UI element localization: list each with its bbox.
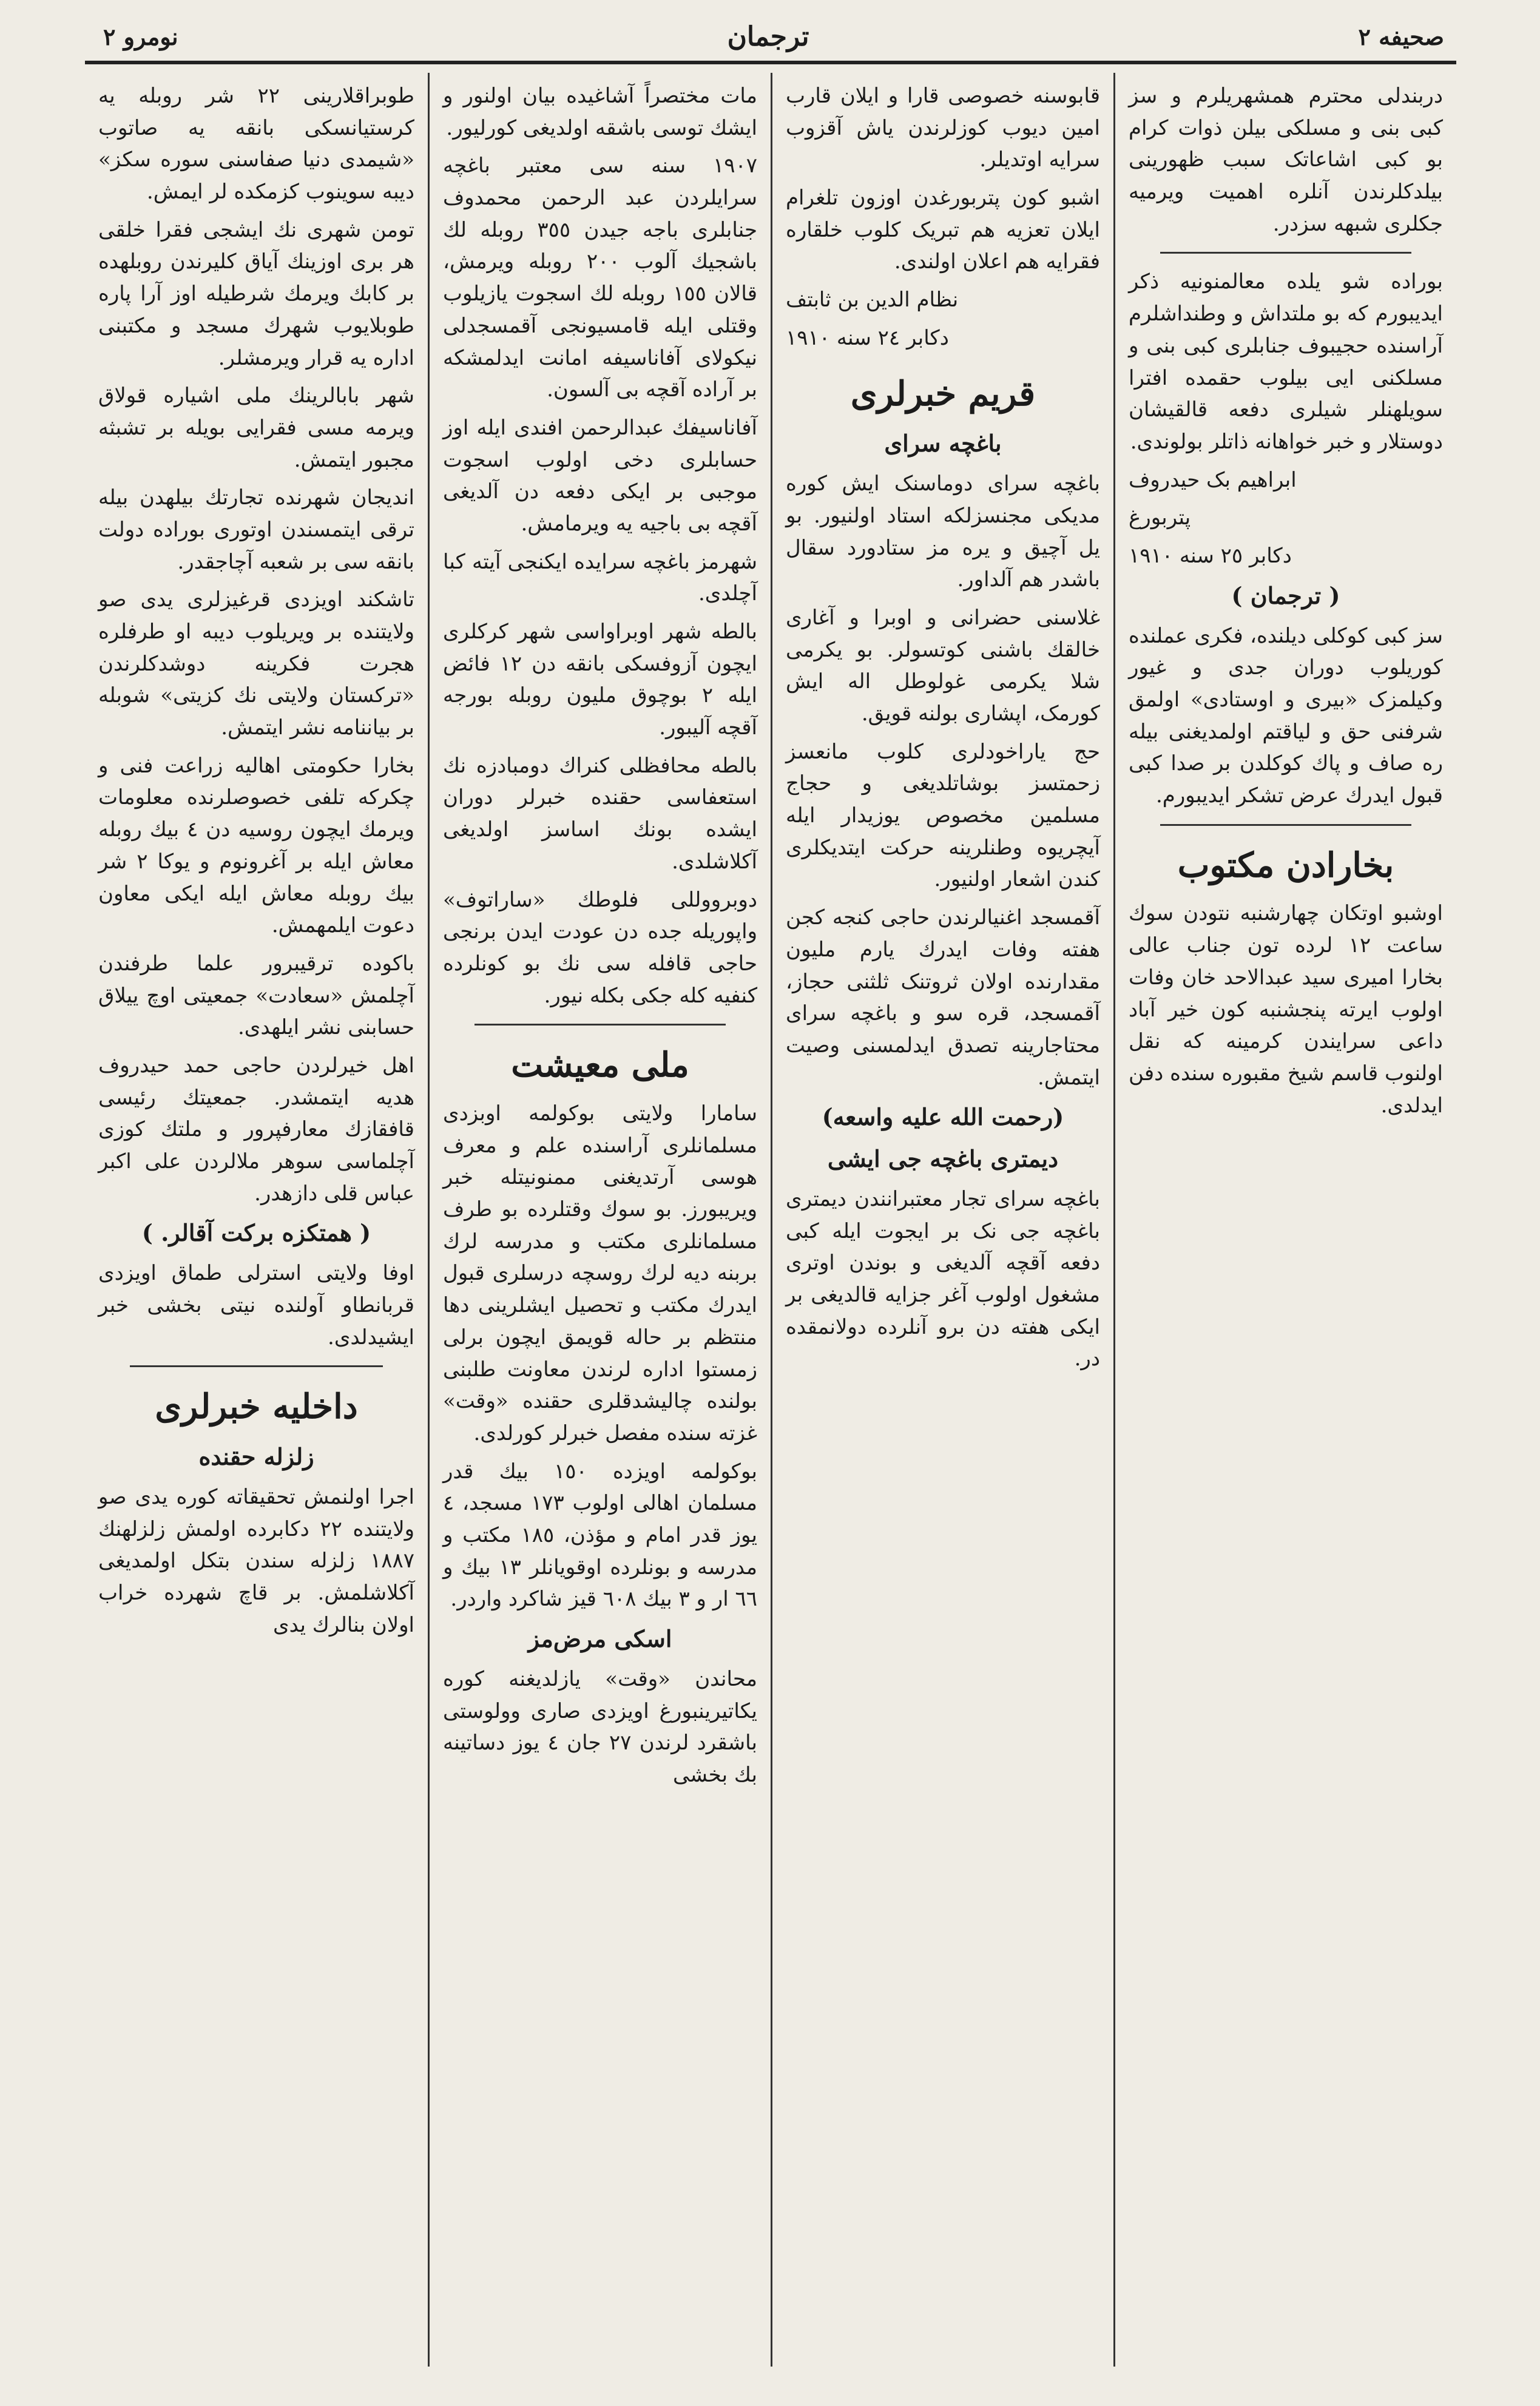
signature-name: ابراهیم بک حیدروف — [1129, 467, 1297, 492]
page-number: صحیفه ٢ — [1358, 22, 1444, 50]
column-4 — [85, 73, 428, 2367]
issue-number: نومرو ٢ — [103, 22, 178, 50]
subhead-bakhchisaray: باغچه سرای — [884, 430, 1002, 458]
paragraph: مات مختصراً آشاغیده بیان اولنور و ایشك توسی باشقه اولدیغی کورلیور. — [443, 84, 757, 140]
paragraph: حج یاراخودلری کلوب مانعسز زحمتسز بوشاتلدیغی و حجاج مسلمین مخصوص یوزیدار ایله آیچریوه وطنلرینه حرکت ایتدیکلری کندن اشعار اولنیور. — [786, 739, 1100, 892]
paragraph: بوکولمه اویزده ١٥٠ بیك قدر مسلمان اهالی اولوب ١٧٣ مسجد، ٤ یوز قدر امام و مؤذن، ١٨٥ مکتب و مدرسه و بونلرده اوقویانلر ١٣ بیك و ٦٦ ار و ٣ بیك ٦٠٨ قیز شاکرد واردر. — [443, 1459, 758, 1612]
paragraph: دوبرووللی فلوطك «ساراتوف» واپوریله جده دن عودت ایدن برنجی حاجی قافله سی نك بو کونلرده کنفیه کله جکی بکله نیور. — [443, 887, 757, 1008]
paragraph: سز کبی کوکلی دیلنده، فکری عملنده کوریلوب دوران جدی و غیور وکیلمزک «بیری و اوستادی» اولمق شرفنی حق و لیاقتم اولمدیغنی بیله ره صاف و پاك كوكلدن بر صدا کبی قبول ایدرك عرض تشکر ایدیبورم. — [1129, 623, 1443, 808]
signature-place: پتربورغ — [1129, 505, 1191, 530]
paragraph: اجرا اولنمش تحقیقاته کوره یدی صو ولایتنده ٢٢ دکابرده اولمش زلزلهنك ١٨٨٧ زلزله سندن بتکل اولمدیغی آکلاشلمش. بر قاچ شهرده خراب اولان بنالرك یدی — [98, 1485, 414, 1637]
signature-date: دکابر ٢٥ سنه ١٩١٠ — [1129, 543, 1292, 568]
paragraph: ١٩٠٧ سنه سی معتبر باغچه سرایلردن عبد الرحمن محمدوف جنابلری باجه جیدن ٣٥٥ روبله لك باشجیك آلوب ٢٠٠ روبله ویرمش، قالان ١٥٥ روبله لك اسجوت یازیلوب وقتلی ایله قامسیونجی آقمسجدلی نیکولای آفاناسیفه امانت ایدلمشکه بر آراده آقچه بی آلسون. — [443, 154, 758, 402]
column-2 — [771, 73, 1113, 2367]
paragraph: قابوسنه خصوصی قارا و ایلان قارب امین دیوب کوزلرندن یاش آقزوب سرایه اوتدیلر. — [786, 84, 1100, 172]
paragraph: اهل خیرلردن حاجی حمد حیدروف هدیه ایتمشدر. جمعیتك رئیسی قافقازك معارفپرور و ملتك کوزی آچلماسی سوهر ملالردن علی اکبر عباس قلی دازهدر. — [98, 1053, 414, 1206]
paragraph: بخارا حکومتی اهالیه زراعت فنی و چکرکه تلفی خصوصلرنده معلومات ویرمك ایچون روسیه دن ٤ بیك روبله معاش ایله بر آغرونوم و یوکا ٢ شر بیك روبله معاش ایله ایکی معاون دعوت ایلمهمش. — [98, 753, 414, 938]
paragraph: اوشبو اوتکان چهارشنبه نتودن سوك ساعت ١٢ لرده تون جناب عالی بخارا امیری سید عبدالاحد خان وفات اولوب ایرته پنجشنبه کون خیر آباد داعی سرایندن کرمینه که نقل اولنوب قاسم شیخ مقبوره سنده دفن ایدلدی. — [1129, 901, 1444, 1118]
subhead-earthquake: زلزله حقنده — [198, 1443, 314, 1471]
paragraph: تومن شهری نك ایشجی فقرا خلقی هر بری اوزینك آیاق کلیرندن روبلهده بر کابك ویرمك شرطیله اوز آرا پاره طوبلایوب شهرك مسجد و مکتبنی اداره یه قرار ویرمشلر. — [98, 217, 414, 370]
paragraph: شهرمز باغچه سرایده ایکنجی آیته کبا آچلدی. — [443, 549, 757, 606]
masthead — [103, 18, 1444, 55]
section-divider — [130, 1365, 383, 1367]
paragraph: بالطه شهر اوبراواسی شهر کرکلری ایچون آزوفسکی بانقه دن ١٢ فائض ایله ٢ بوچوق ملیون روبله بورجه آقچه آلیبور. — [443, 620, 757, 740]
paragraph: باغچه سرای تجار معتبرانندن دیمتری باغچه جی نک بر ایجوت ایله کبی دفعه آقچه آلدیغی و بوندن اوتری مشغول اولوب آغر جزایه قالدیغی بر ایکی هفته دن برو آنلرده دولانمقده در. — [786, 1187, 1100, 1371]
paragraph: تاشکند اویزدی قرغیزلری یدی صو ولایتنده بر ویریلوب دیبه او طرفلره هجرت فکرینه دوشدکلرندن «ترکستان ولایتی نك کزیتی» شوبله بر بیاننامه نشر ایتمش. — [98, 587, 414, 740]
prayer-note: (رحمت الله علیه واسعه) — [822, 1103, 1064, 1131]
paragraph: غلاسنی حضرانی و اوبرا و آغاری خالقك باشنی کوتسولر. بو یکرمی شلا یکرمی غولوطل اله ایش کورمک، اپشاری بولنه قویق. — [786, 605, 1100, 726]
paragraph: دربندلی محترم همشهریلرم و سز کبی بنی و مسلکی بیلن ذوات کرام بو کبی اشاعاتک سبب ظهورینی بیلدکلرندن آنلره اهمیت ویرمیه جکلری شبهه سزدر. — [1129, 84, 1443, 236]
closing-note: ( همتکزه برکت آقالر. ) — [141, 1219, 371, 1247]
columns — [85, 73, 1456, 2367]
paragraph: اشبو کون پتربورغدن اوزون تلغرام ایلان تعزیه هم تبریک کلوب خلقاره فقرایه هم اعلان اولندی. — [786, 186, 1100, 274]
section-divider — [1160, 824, 1411, 826]
section-divider — [1160, 252, 1411, 254]
headline-national-life: ملی معیشت — [511, 1045, 689, 1086]
paragraph: طوبراقلارینی ٢٢ شر روبله یه کرستیانسکی بانقه یه صاتوب «شیمدی دنیا صفاسنی سوره سکز» دیبه سوینوب کزمکده لر ایمش. — [98, 84, 414, 204]
paragraph: اوفا ولایتی استرلی طماق اویزدی قربانطاو آولنده نیتی بخشی خبر ایشیدلدی. — [98, 1261, 414, 1350]
paragraph: سامارا ولایتی بوکولمه اوبزدی مسلمانلری آراسنده علم و معرف هوسی آرتدیغنی ممنونیتله خبر ویریبورز. بو سوك وقتلرده بو طرف مسلمانلری مکتب و مدرسه لرك بربنه دیه لرك روسچه درسلری قبول ایدرك مکتب و تحصیل ایشلرینی دها منتظم بر حاله قویمق ایچون برلی زمستوا اداره لرندن معاونت طلبنی بولنده چالیشدقلری حقنده «وقت» غزته سنده مفصل خبرلر کورلدی. — [443, 1101, 757, 1445]
masthead-rule — [85, 61, 1456, 64]
paragraph: آقمسجد اغنیالرندن حاجی کنجه کجن هفته وفات ایدرك یارم ملیون مقدارنده اولان ثروتنک ثلثنی حجاز، آقمسجد، قره سو و باغچه سرای محتاجارینه تصدق ایدلمسنی وصیت ایتمش. — [786, 905, 1100, 1090]
paragraph: آفاناسیفك عبدالرحمن افندی ایله اوز حسابلری دخی اولوب اسجوت موجبی بر ایکی دفعه دن آلدیغی آقچه بی باجیه یه ویرمامش. — [443, 415, 757, 536]
signature-name: نظام الدین بن ثابتف — [786, 288, 959, 313]
paragraph: اندیجان شهرنده تجارتك بیلهدن بیله ترقی ایتمسندن اوتوری بوراده دولت بانقه سی بر شعبه آچاجقدر. — [98, 485, 414, 574]
subhead-old-disease: اسکی مرض‌مز — [528, 1625, 672, 1653]
paragraph: محاندن «وقت» یازلدیغنه کوره یکاتیرینبورغ اویزدی صاری وولوستی باشقرد لرندن ٢٧ جان ٤ یوز دساتینه بك بخشی — [443, 1666, 757, 1787]
paragraph: بالطه محافظلی کنراك دومبادزه نك استعفاسی حقنده خبرلر دوران ایشده بونك اساسز اولدیغی آکلاشلدی. — [443, 753, 757, 874]
column-1 — [1113, 73, 1456, 2367]
headline-bukhara-letter: بخارادن مکتوب — [1177, 845, 1394, 885]
paragraph: باکوده ترقیبرور علما طرفندن آچلمش «سعادت» جمعیتی اوچ ییلاق حسابنی نشر ایلهدی. — [98, 951, 414, 1040]
subhead-dimitri: دیمتری باغچه جی ایشی — [827, 1145, 1059, 1173]
paragraph: شهر بابالرینك ملی اشیاره قولاق ویرمه مسی فقرایی بویله بر تشبثه مجبور ایتمش. — [98, 384, 414, 472]
section-divider — [474, 1024, 726, 1026]
paragraph: بوراده شو یلده معالمنونیه ذکر ایدیبورم که بو ملتداش و وطنداشلرم آراسنده حجیبوف جنابلری کبی بنی و مسلکنی ایی بیلوب حقمده افترا سویلهنلر شیلری دفعه قالقیشان دوستلار و خبر خواهانه ذاتلر بولوندی. — [1129, 269, 1443, 454]
headline-crimea-news: قریم خبرلری — [850, 373, 1036, 414]
editor-note: ( ترجمان ) — [1231, 581, 1340, 609]
newspaper-title: ترجمان — [727, 21, 809, 52]
paragraph: باغچه سرای دوماسنک ایش کوره مدیکی مجنسزلکه استاد اولنیور. بو یل آچیق و یره مز ستادورد سقال باشدر هم آلداور. — [786, 471, 1100, 592]
headline-domestic-news: داخلیه خبرلری — [155, 1387, 358, 1427]
column-3 — [428, 73, 771, 2367]
signature-date: دکابر ٢٤ سنه ١٩١٠ — [786, 325, 949, 350]
